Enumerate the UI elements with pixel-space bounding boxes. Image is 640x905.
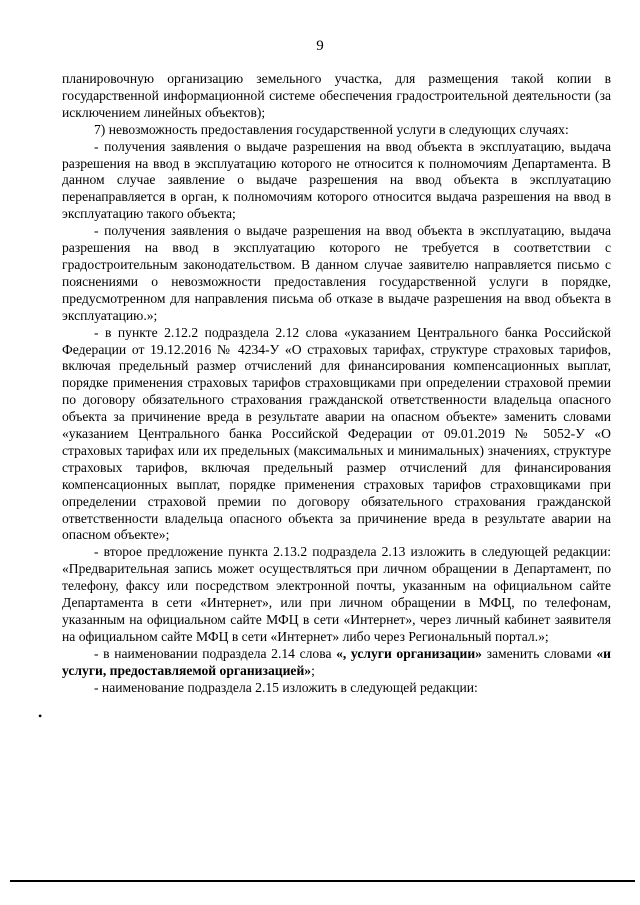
paragraph-2-14 [62, 646, 611, 680]
paragraph: - получения заявления о выдаче разрешения на ввод объекта в эксплуатацию, выдача разрешения на ввод в эксплуатацию которого не относится к полномочиям Департамента. В данном случае заявление о выдаче разрешения на ввод объекта в эксплуатацию перенаправляется в орган, к полномочиям которого относится выдача разрешения на ввод в эксплуатацию такого объекта; [62, 138, 611, 222]
bold-text: «, услуги организации» [336, 645, 482, 661]
bold-text: «и услуги, предоставляемой организацией» [62, 645, 611, 678]
paragraph: - второе предложение пункта 2.13.2 подраздела 2.13 изложить в следующей редакции: «Предварительная запись может осуществляться при личном обращении в Департамент, по телефону, факсу или посредством электронной почты, указанным на официальном сайте Департамента в сети «Интернет», или при личном обращении в МФЦ, по телефонам, указанным на официальном сайте МФЦ в сети «Интернет», через личный кабинет заявителя на официальном сайте МФЦ в сети «Интернет» либо через Региональный портал.»; [62, 544, 611, 644]
text-run: - в наименовании подраздела 2.14 слова [94, 645, 337, 661]
document-body [62, 71, 611, 697]
footer-divider [10, 880, 635, 882]
page-number: 9 [316, 38, 324, 54]
paragraph: планировочную организацию земельного участка, для размещения такой копии в государственной информационной системе обеспечения градостроительной деятельности (за исключением линейных объектов); [62, 71, 611, 120]
paragraph: 7) невозможность предоставления государственной услуги в следующих случаях: [94, 121, 569, 137]
paragraph: - наименование подраздела 2.15 изложить в следующей редакции: [94, 679, 478, 695]
text-run: заменить словами [481, 645, 597, 661]
paragraph: - в пункте 2.12.2 подраздела 2.12 слова «указанием Центрального банка Российской Федерации от 19.12.2016 № 4234-У «О страховых тарифах, структуре страховых тарифов, включая предельный размер отчислений для финансирования компенсационных выплат, порядке применения страховых тарифов страховщиками при определении страховой премии по договору обязательного страхования гражданской ответственности владельца опасного объекта за причинение вреда в результате аварии на опасном объекте» заменить словами «указанием Центрального банка Российской Федерации от 09.01.2019 № 5052-У «О страховых тарифах или их предельных (максимальных и минимальных) значениях, структуре страховых тарифов, включая предельный размер отчислений для финансирования компенсационных выплат, порядке применения страховых тарифов страховщиками при определении страховой премии по договору обязательного страхования гражданской ответственности владельца опасного объекта за причинение вреда в результате аварии на опасном объекте»; [62, 324, 611, 543]
paragraph: - получения заявления о выдаче разрешения на ввод объекта в эксплуатацию, выдача разрешения на ввод в эксплуатацию которого не требуется в соответствии с градостроительным законодательством. В данном случае заявителю направляется письмо с пояснениями о невозможности предоставления государственной услуги в порядке, предусмотренном для направления письма об отказе в выдаче разрешения на ввод объекта в эксплуатацию.»; [62, 223, 611, 323]
text-run: ; [311, 662, 315, 678]
margin-mark: • [38, 709, 43, 723]
